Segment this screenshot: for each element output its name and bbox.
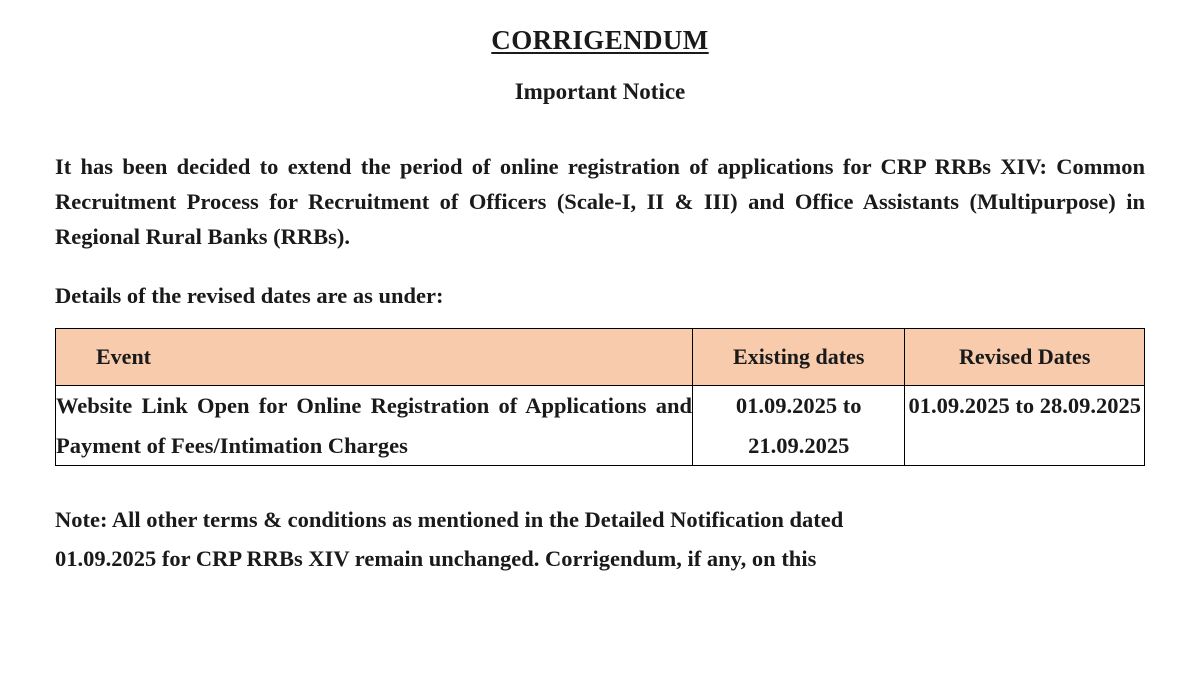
intro-paragraph: It has been decided to extend the period of online registration of applications for CRP RRBs XIV: Common Recruitment Process for Recruitment of Officers (Scale-I, II & III) and Office Assistants (Multipurpose) in Regional Rural Banks (RRBs).: [55, 153, 1145, 249]
table-header-revised-dates: Revised Dates: [905, 329, 1145, 386]
details-lead-text: Details of the revised dates are as under:: [55, 282, 444, 308]
table-header-existing-dates: Existing dates: [693, 329, 905, 386]
note-line-1: Note: All other terms & conditions as mentioned in the Detailed Notification dated: [55, 507, 844, 533]
table-cell-revised-dates: 01.09.2025 to 28.09.2025: [905, 386, 1145, 466]
revised-dates-table: [55, 328, 1145, 466]
note-line-2: 01.09.2025 for CRP RRBs XIV remain unchanged. Corrigendum, if any, on this: [55, 546, 817, 572]
page-title: CORRIGENDUM: [491, 25, 709, 55]
table-header-event: Event: [56, 329, 693, 386]
document-subtitle: Important Notice: [514, 79, 686, 105]
table-header-row: [56, 329, 1145, 386]
note-block: [55, 500, 1145, 579]
table-cell-existing-dates: 01.09.2025 to 21.09.2025: [693, 386, 905, 466]
table-cell-event: Website Link Open for Online Registration of Applications and Payment of Fees/Intimation Charges: [56, 386, 693, 466]
table-row: [56, 386, 1145, 466]
